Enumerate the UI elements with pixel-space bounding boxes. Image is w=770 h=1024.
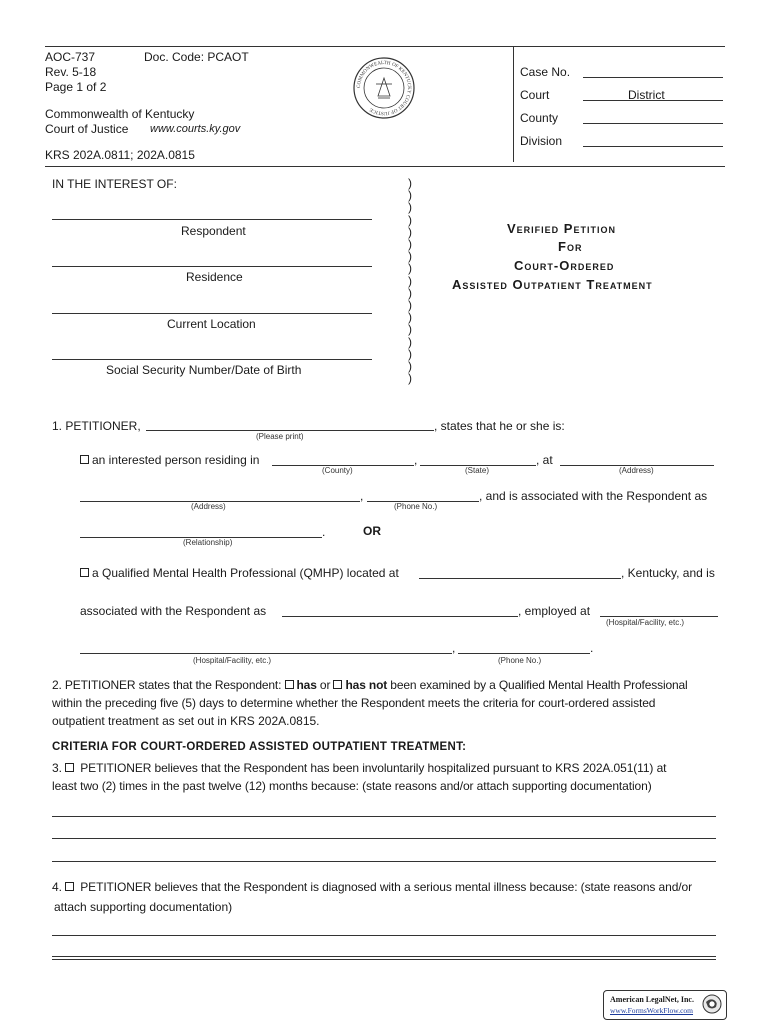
footer-brand: American LegalNet, Inc. bbox=[610, 995, 694, 1004]
respondent-label: Respondent bbox=[181, 224, 246, 238]
period: . bbox=[590, 641, 594, 655]
caption-parentheses: ) ) ) ) ) ) ) ) ) ) ) ) ) ) ) ) ) bbox=[408, 176, 412, 386]
title-line-3: Court-Ordered bbox=[514, 258, 615, 273]
court-field[interactable] bbox=[583, 100, 723, 101]
interested-person-option[interactable] bbox=[80, 453, 259, 467]
associated-text: , and is associated with the Respondent as bbox=[479, 489, 708, 503]
employed-at-field[interactable] bbox=[600, 616, 718, 617]
item3-reason-line-1[interactable] bbox=[52, 816, 716, 817]
item4-reason-line-1[interactable] bbox=[52, 935, 716, 936]
relationship-caption: (Relationship) bbox=[183, 538, 233, 547]
comma: , bbox=[452, 641, 456, 655]
item3-line2: least two (2) times in the past twelve (12) months because: (state reasons and/or attach supporting documentation) bbox=[52, 779, 652, 793]
header-bottom-rule bbox=[45, 166, 725, 167]
title-line-4: Assisted Outpatient Treatment bbox=[452, 277, 653, 292]
current-location-label: Current Location bbox=[167, 317, 256, 331]
doc-code: Doc. Code: PCAOT bbox=[144, 50, 249, 64]
item3-checkbox[interactable] bbox=[65, 763, 74, 772]
item4-number: 4. bbox=[52, 880, 62, 894]
has-checkbox[interactable] bbox=[285, 680, 294, 689]
states-text: , states that he or she is: bbox=[434, 419, 565, 433]
qmhp-relationship-field[interactable] bbox=[282, 616, 518, 617]
residence-field[interactable] bbox=[52, 266, 372, 267]
address-caption: (Address) bbox=[619, 466, 654, 475]
section2-line2: within the preceding five (5) days to determine whether the Respondent meets the criteria for court-ordered assisted bbox=[52, 696, 656, 710]
item4-text: PETITIONER believes that the Respondent is diagnosed with a serious mental illness because: (state reasons and/or bbox=[80, 880, 692, 894]
respondent-field[interactable] bbox=[52, 219, 372, 220]
case-no-label: Case No. bbox=[520, 65, 571, 79]
qmhp-text: a Qualified Mental Health Professional (QMHP) located at bbox=[92, 566, 399, 580]
section2-rest: been examined by a Qualified Mental Health Professional bbox=[390, 678, 688, 692]
court-of-justice: Court of Justice bbox=[45, 122, 129, 136]
current-location-field[interactable] bbox=[52, 313, 372, 314]
footer-url[interactable]: www.FormsWorkFlow.com bbox=[610, 1006, 694, 1015]
petitioner-label: 1. PETITIONER, bbox=[52, 419, 141, 433]
phone2-field[interactable] bbox=[458, 653, 590, 654]
employed-text: , employed at bbox=[518, 604, 591, 618]
header-divider bbox=[513, 46, 514, 162]
phone2-caption: (Phone No.) bbox=[498, 656, 542, 665]
website: www.courts.ky.gov bbox=[150, 123, 241, 135]
section2-line1 bbox=[52, 678, 688, 692]
court-value: District bbox=[628, 88, 665, 102]
ssn-dob-field[interactable] bbox=[52, 359, 372, 360]
item4-checkbox[interactable] bbox=[65, 882, 74, 891]
state-caption: (State) bbox=[465, 466, 490, 475]
globe-icon bbox=[702, 994, 722, 1014]
item3-number: 3. bbox=[52, 761, 62, 775]
item3-reason-line-2[interactable] bbox=[52, 838, 716, 839]
at-text: , at bbox=[536, 453, 553, 467]
item3-line1 bbox=[52, 761, 666, 775]
interested-text: an interested person residing in bbox=[92, 453, 260, 467]
form-code: AOC-737 bbox=[45, 50, 96, 64]
has-text: has bbox=[296, 678, 317, 692]
in-interest-of: IN THE INTEREST OF: bbox=[52, 177, 177, 191]
interested-checkbox[interactable] bbox=[80, 455, 89, 464]
kentucky-text: , Kentucky, and is bbox=[621, 566, 715, 580]
item3-reason-line-3[interactable] bbox=[52, 861, 716, 862]
item4-reason-line-2b bbox=[52, 959, 716, 960]
section2-start: 2. PETITIONER states that the Respondent: bbox=[52, 678, 282, 692]
comma: , bbox=[360, 489, 364, 503]
comma: , bbox=[414, 453, 418, 467]
seal-text: COMMONWEALTH OF KENTUCKY COURT OF JUSTICE bbox=[356, 60, 412, 116]
residence-label: Residence bbox=[186, 270, 243, 284]
commonwealth: Commonwealth of Kentucky bbox=[45, 107, 195, 121]
county-field[interactable] bbox=[583, 123, 723, 124]
ssn-dob-label: Social Security Number/Date of Birth bbox=[106, 363, 302, 377]
county-label: County bbox=[520, 111, 559, 125]
criteria-heading: CRITERIA FOR COURT-ORDERED ASSISTED OUTPATIENT TREATMENT: bbox=[52, 741, 467, 753]
krs-reference: KRS 202A.0811; 202A.0815 bbox=[45, 148, 195, 162]
item3-text: PETITIONER believes that the Respondent has been involuntarily hospitalized pursuant to KRS 202A.051(11) at bbox=[80, 761, 667, 775]
hospital-line-field[interactable] bbox=[80, 653, 452, 654]
revision: Rev. 5-18 bbox=[45, 65, 97, 79]
case-no-field[interactable] bbox=[583, 77, 723, 78]
please-print: (Please print) bbox=[256, 432, 304, 441]
or-word: or bbox=[319, 678, 331, 692]
item4-line1 bbox=[52, 880, 692, 894]
associated2-text: associated with the Respondent as bbox=[80, 604, 267, 618]
section2-line3: outpatient treatment as set out in KRS 202A.0815. bbox=[52, 714, 320, 728]
header-top-rule bbox=[45, 46, 725, 47]
qmhp-location-field[interactable] bbox=[419, 578, 621, 579]
court-label: Court bbox=[520, 88, 550, 102]
title-line-1: Verified Petition bbox=[507, 221, 616, 236]
item4-line2: attach supporting documentation) bbox=[54, 900, 233, 914]
svg-text:COMMONWEALTH OF KENTUCKY COURT bbox=[357, 61, 411, 115]
hospital2-caption: (Hospital/Facility, etc.) bbox=[193, 656, 272, 665]
address2-caption: (Address) bbox=[191, 502, 226, 511]
qmhp-option[interactable] bbox=[80, 566, 399, 580]
has-not-text: has not bbox=[345, 678, 388, 692]
qmhp-checkbox[interactable] bbox=[80, 568, 89, 577]
phone-caption: (Phone No.) bbox=[394, 502, 438, 511]
hospital-caption: (Hospital/Facility, etc.) bbox=[606, 618, 685, 627]
or-text: OR bbox=[363, 524, 381, 538]
page-number: Page 1 of 2 bbox=[45, 80, 107, 94]
has-not-checkbox[interactable] bbox=[333, 680, 342, 689]
court-seal-icon bbox=[352, 56, 416, 120]
division-field[interactable] bbox=[583, 146, 723, 147]
division-label: Division bbox=[520, 134, 563, 148]
title-line-2: For bbox=[558, 239, 583, 254]
county-caption: (County) bbox=[322, 466, 353, 475]
item4-reason-line-2[interactable] bbox=[52, 956, 716, 957]
period: . bbox=[322, 525, 326, 539]
petitioner-name-field[interactable] bbox=[146, 430, 434, 431]
footer-brand-box bbox=[603, 990, 727, 1020]
